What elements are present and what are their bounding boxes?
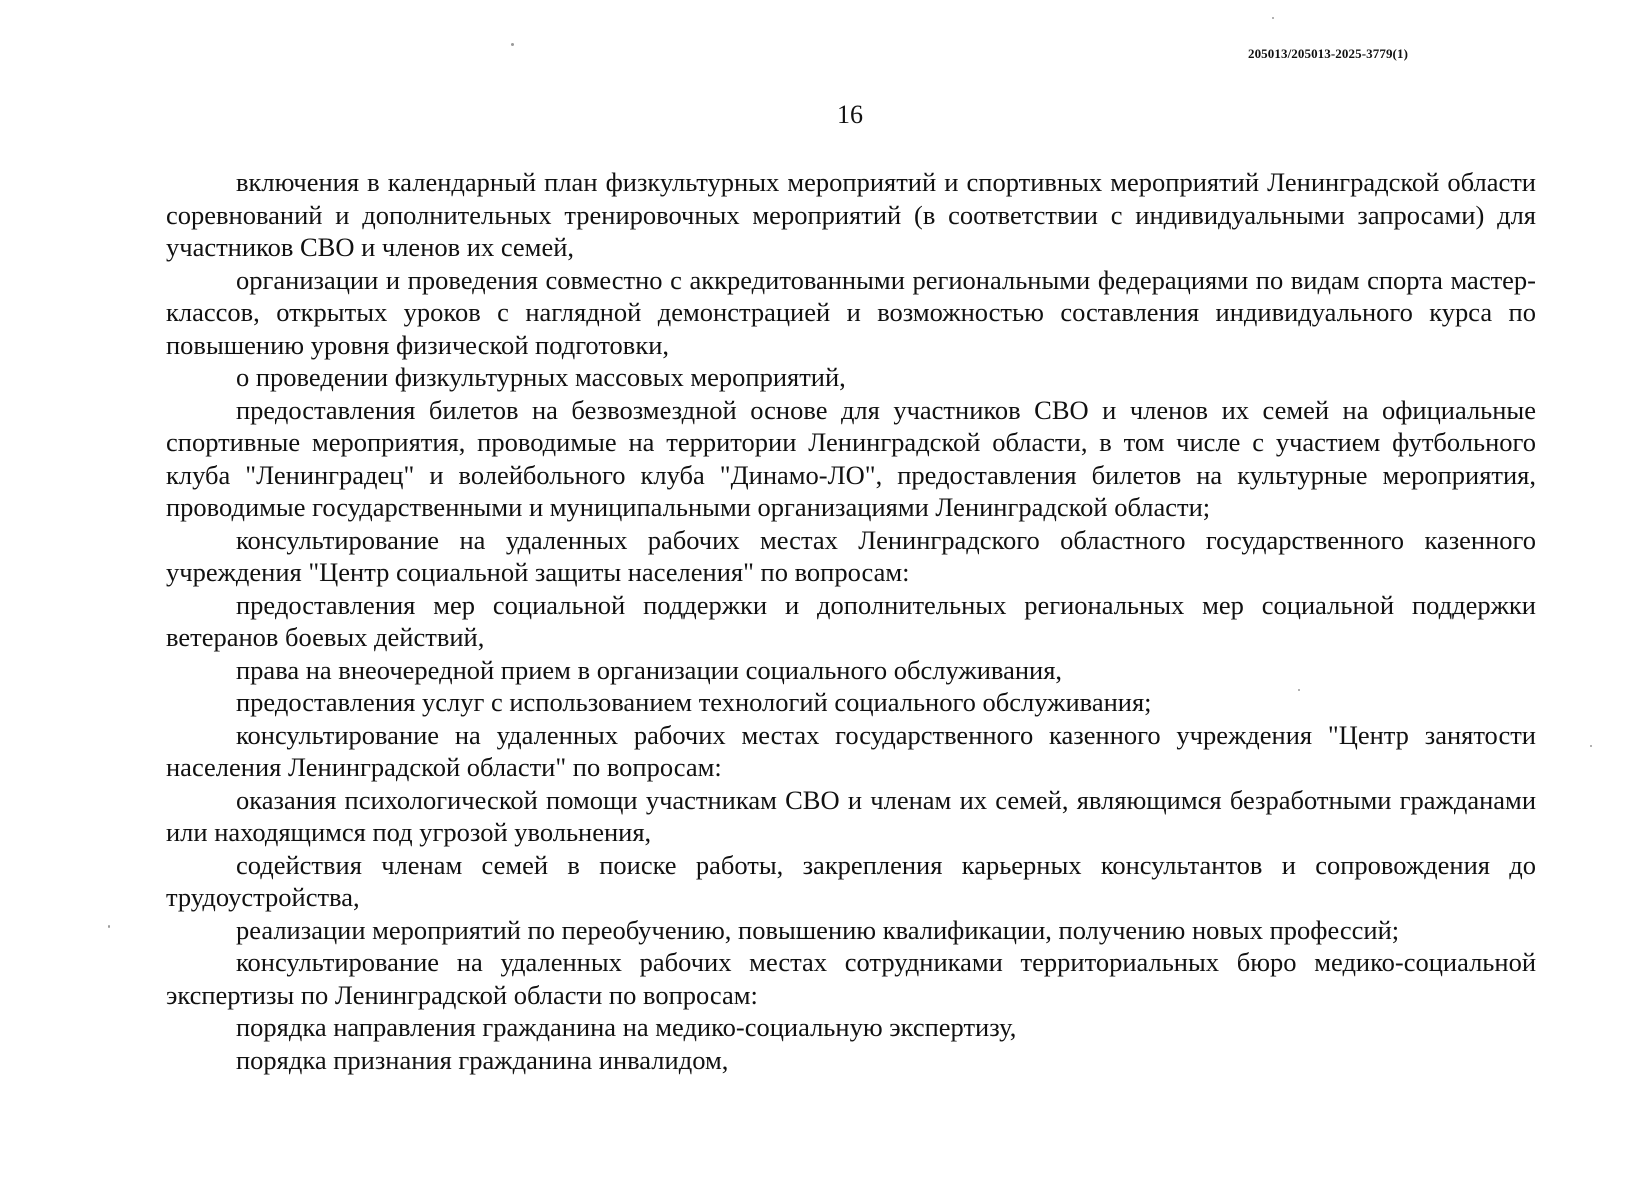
paragraph: о проведении физкультурных массовых мероприятий, (236, 362, 846, 392)
paragraph: содействия членам семей в поиске работы, закрепления карьерных консультантов и сопровождения до трудоустройства, (166, 849, 1536, 912)
paragraph: консультирование на удаленных рабочих местах Ленинградского областного государственного казенного учреждения "Центр социальной защиты населения" по вопросам: (166, 524, 1536, 587)
scan-speck (1298, 689, 1300, 691)
paragraph: предоставления мер социальной поддержки и дополнительных региональных мер социальной поддержки ветеранов боевых действий, (166, 589, 1536, 652)
scan-speck (1590, 745, 1592, 747)
paragraph: оказания психологической помощи участникам СВО и членам их семей, являющимся безработными гражданами или находящимся под угрозой увольнения, (166, 784, 1536, 847)
scan-speck (1272, 17, 1274, 19)
scan-speck (511, 43, 514, 46)
scan-speck (108, 925, 110, 928)
paragraph: предоставления билетов на безвозмездной основе для участников СВО и членов их семей на официальные спортивные мероприятия, проводимые на территории Ленинградской области, в том числе с участием футбольного клуба "Ленинградец" и волейбольного клуба "Динамо-ЛО", предоставления билетов на культурные мероприятия, проводимые государственными и муниципальными организациями Ленинградской области; (166, 394, 1536, 522)
document-body (166, 166, 1536, 1076)
paragraph: предоставления услуг с использованием технологий социального обслуживания; (236, 687, 1152, 717)
document-registration-number: 205013/205013-2025-3779(1) (1247, 46, 1408, 61)
paragraph: реализации мероприятий по переобучению, повышению квалификации, получению новых профессий; (236, 914, 1400, 945)
paragraph: организации и проведения совместно с аккредитованными региональными федерациями по видам спорта мастер-классов, открытых уроков с наглядной демонстрацией и возможностью составления индивидуального курса по повышению уровня физической подготовки, (166, 264, 1536, 360)
paragraph: порядка признания гражданина инвалидом, (236, 1044, 729, 1075)
paragraph: права на внеочередной прием в организации социального обслуживания, (236, 654, 1063, 685)
paragraph: включения в календарный план физкультурных мероприятий и спортивных мероприятий Ленинградской области соревнований и дополнительных тренировочных мероприятий (в соответствии с индивидуальными запросами) для участников СВО и членов их семей, (166, 167, 1536, 262)
paragraph: порядка направления гражданина на медико-социальную экспертизу, (236, 1012, 1017, 1042)
page-number: 16 (837, 100, 863, 129)
paragraph: консультирование на удаленных рабочих местах сотрудниками территориальных бюро медико-социальной экспертизы по Ленинградской области по вопросам: (166, 947, 1536, 1010)
paragraph: консультирование на удаленных рабочих местах государственного казенного учреждения "Центр занятости населения Ленинградской области" по вопросам: (166, 719, 1536, 782)
